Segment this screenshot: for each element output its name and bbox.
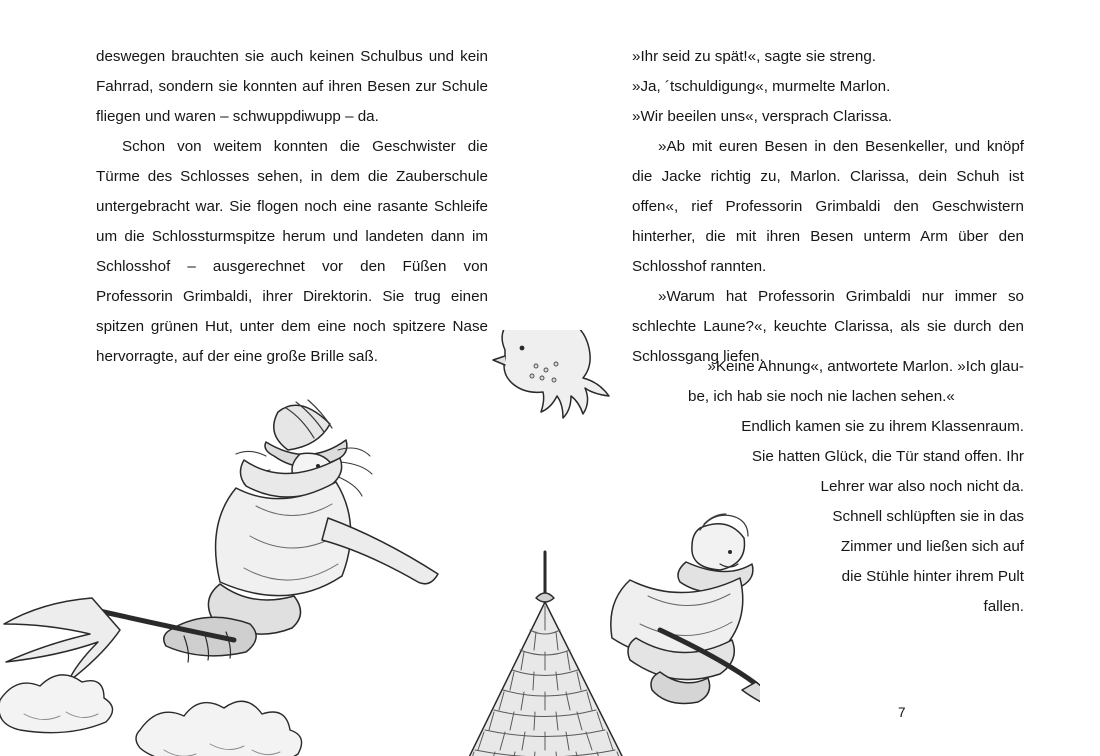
foliage <box>0 675 496 756</box>
paragraph: »Warum hat Professorin Grimbaldi nur immer so schlechte Laune?«, keuchte Clarissa, als sie durch den Schlossgang liefen. <box>632 288 1024 365</box>
text-column-left <box>96 42 488 372</box>
tower-roof <box>452 602 640 756</box>
text-column-right <box>632 42 1024 372</box>
paragraph-line: Lehrer war also noch nicht da. <box>820 478 1024 495</box>
paragraph-line: fallen. <box>983 598 1024 615</box>
paragraph: Schon von weitem konnten die Geschwister die Türme des Schlosses sehen, in dem die Zauberschule untergebracht war. Sie flogen noch eine rasante Schleife um die Schlossturmspitze herum und landeten dann im Schlosshof – ausgerechnet vor den Füßen von Professorin Grimbaldi, ihrer Direktorin. Sie trug einen spitzen grünen Hut, unter dem eine noch spitzere Nase hervorragte, auf der eine große Brille saß. <box>96 138 488 365</box>
paragraph: »Wir beeilen uns«, versprach Clarissa. <box>632 108 892 125</box>
paragraph-line: Sie hatten Glück, die Tür stand offen. Ihr <box>751 448 1024 465</box>
paragraph-line: be, ich hab sie noch nie lachen sehen.« <box>688 388 955 405</box>
paragraph-line: Zimmer und ließen sich auf <box>840 538 1024 555</box>
rooster-icon <box>493 330 609 418</box>
paragraph-line: die Stühle hinter ihrem Pult <box>841 568 1024 585</box>
paragraph: »Ihr seid zu spät!«, sagte sie streng. <box>632 48 876 65</box>
paragraph: »Ja, ´tschuldigung«, murmelte Marlon. <box>632 78 891 95</box>
page-number: 7 <box>898 705 906 720</box>
flying-witch-left <box>4 400 438 682</box>
paragraph-line: Schnell schlüpften sie in das <box>832 508 1024 525</box>
foliage-detail <box>24 712 430 756</box>
paragraph: »Ab mit euren Besen in den Besenkeller, und knöpf die Jacke richtig zu, Marlon. Clarissa, dein Schuh ist offen«, rief Professorin Grimbaldi den Geschwistern hinterher, die mit ihren Besen unterm Arm über den Schlosshof rannten. <box>632 138 1024 275</box>
tower-roof <box>470 330 615 465</box>
paragraph-line: Endlich kamen sie zu ihrem Klassenraum. <box>741 418 1024 435</box>
paragraph-line: »Keine Ahnung«, antwortete Marlon. »Ich glau- <box>707 358 1024 375</box>
paragraph: deswegen brauchten sie auch keinen Schulbus und kein Fahrrad, sondern sie konnten auf ihren Besen zur Schule fliegen und waren – schwuppdiwupp – da. <box>96 48 488 125</box>
